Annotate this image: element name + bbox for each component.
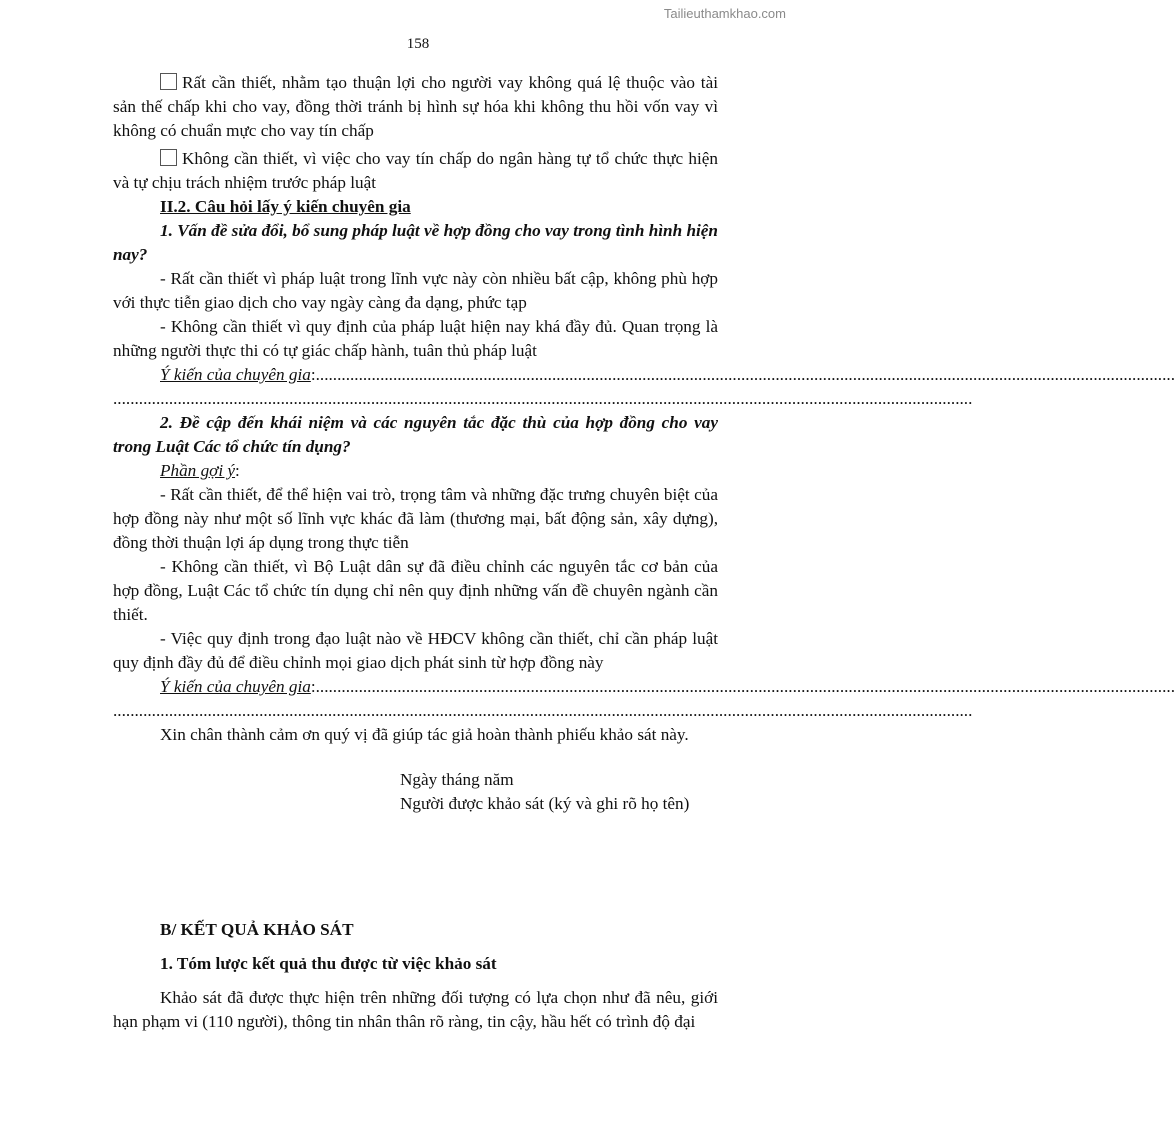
option-2 xyxy=(113,147,718,195)
expert-label: Ý kiến của chuyên gia xyxy=(160,677,311,696)
question-1: 1. Vấn đề sửa đổi, bổ sung pháp luật về hợp đồng cho vay trong tình hình hiện nay? xyxy=(113,221,718,264)
q1-expert-opinion xyxy=(113,363,1175,387)
colon: : xyxy=(310,677,316,696)
section-b-paragraph: Khảo sát đã được thực hiện trên những đối tượng có lựa chọn như đã nêu, giới hạn phạm vi (110 người), thông tin nhân thân rõ ràng, tin cậy, hầu hết có trình độ đại xyxy=(113,988,718,1031)
q2-answer-3: - Việc quy định trong đạo luật nào về HĐCV không cần thiết, chỉ cần pháp luật quy định đầy đủ để điều chỉnh mọi giao dịch phát sinh từ hợp đồng này xyxy=(113,629,718,672)
thanks-text: Xin chân thành cảm ơn quý vị đã giúp tác giả hoàn thành phiếu khảo sát này. xyxy=(160,725,689,744)
hint-label: Phần gợi ý xyxy=(160,461,236,480)
document-body xyxy=(113,71,1175,747)
colon: : xyxy=(235,461,240,480)
section-b xyxy=(113,918,718,1034)
q2-expert-opinion xyxy=(113,675,1175,699)
section-b-heading: B/ KẾT QUẢ KHẢO SÁT xyxy=(160,920,354,939)
expert-label: Ý kiến của chuyên gia xyxy=(160,365,311,384)
page-number: 158 xyxy=(406,36,430,52)
watermark: Tailieuthamkhao.com xyxy=(663,6,786,21)
option-1 xyxy=(113,71,718,143)
dotted-line[interactable]: ........................................................................................................................................................................................................ xyxy=(315,365,1175,384)
section-heading: II.2. Câu hỏi lấy ý kiến chuyên gia xyxy=(160,197,411,216)
question-2: 2. Đề cập đến khái niệm và các nguyên tắc đặc thù của hợp đồng cho vay trong Luật Các tổ chức tín dụng? xyxy=(113,413,718,456)
checkbox[interactable] xyxy=(160,149,177,166)
q1-answer-1: - Rất cần thiết vì pháp luật trong lĩnh vực này còn nhiều bất cập, không phù hợp với thực tiễn giao dịch cho vay ngày càng đa dạng, phức tạp xyxy=(113,269,718,312)
section-b-subheading: 1. Tóm lược kết quả thu được từ việc khảo sát xyxy=(160,954,497,973)
q2-answer-1: - Rất cần thiết, để thể hiện vai trò, trọng tâm và những đặc trưng chuyên biệt của hợp đồng này như một số lĩnh vực khác đã làm (thương mại, bất động sản, xây dựng), đồng thời thuận lợi áp dụng trong thực tiễn xyxy=(113,485,718,552)
dotted-line[interactable]: ........................................................................................................................................................................................................ xyxy=(113,701,973,720)
option-text: Rất cần thiết, nhằm tạo thuận lợi cho người vay không quá lệ thuộc vào tài sản thế chấp khi cho vay, đồng thời tránh bị hình sự hóa khi không thu hồi vốn vay vì không có chuẩn mực cho vay tín chấp xyxy=(113,73,718,140)
signature-date: Ngày tháng năm xyxy=(400,770,514,789)
dotted-line[interactable]: ........................................................................................................................................................................................................ xyxy=(315,677,1175,696)
q1-answer-2: - Không cần thiết vì quy định của pháp luật hiện nay khá đầy đủ. Quan trọng là những người thực thi có tự giác chấp hành, tuân thủ pháp luật xyxy=(113,317,718,360)
dotted-line[interactable]: ........................................................................................................................................................................................................ xyxy=(113,389,973,408)
colon: : xyxy=(310,365,316,384)
signature-block xyxy=(400,768,689,816)
signature-respondent: Người được khảo sát (ký và ghi rõ họ tên) xyxy=(400,794,690,813)
checkbox[interactable] xyxy=(160,73,177,90)
option-text: Không cần thiết, vì việc cho vay tín chấp do ngân hàng tự tổ chức thực hiện và tự chịu trách nhiệm trước pháp luật xyxy=(113,149,718,192)
q2-answer-2: - Không cần thiết, vì Bộ Luật dân sự đã điều chỉnh các nguyên tắc cơ bản của hợp đồng, Luật Các tổ chức tín dụng chỉ nên quy định những vấn đề chuyên ngành cần thiết. xyxy=(113,557,718,624)
